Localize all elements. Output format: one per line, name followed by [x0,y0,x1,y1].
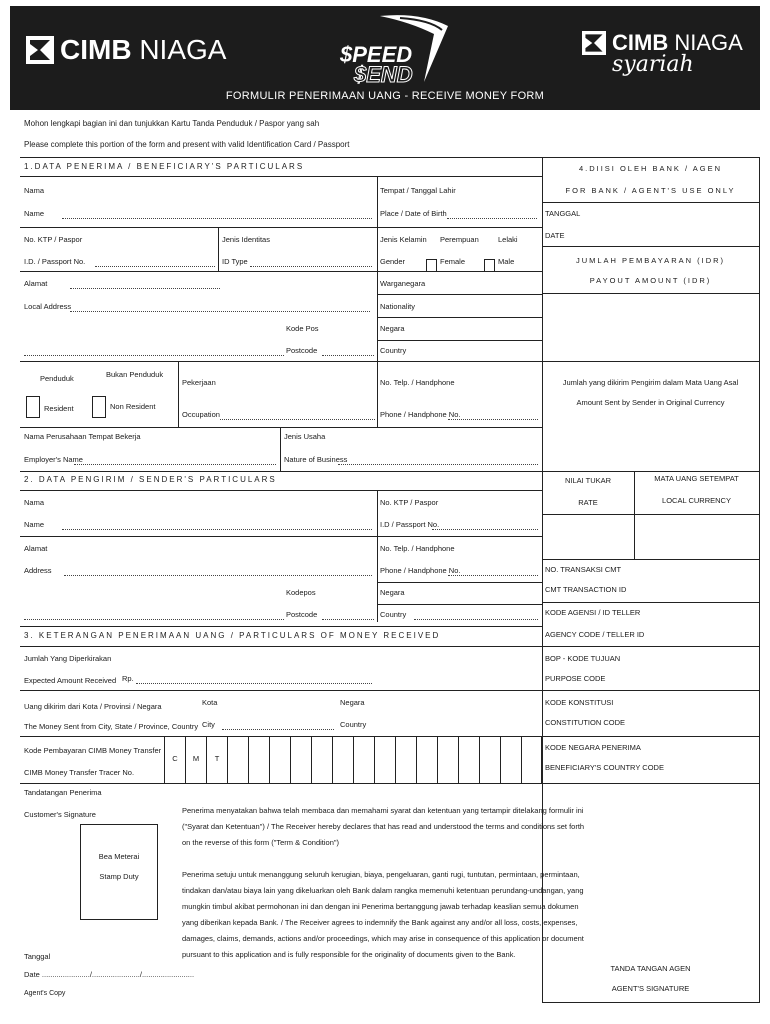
label-jenis-usaha: Jenis Usaha [284,432,326,441]
tracer-cell[interactable] [437,736,458,783]
resident-checkbox[interactable] [26,396,40,418]
label-name: Name [24,209,45,218]
date-field[interactable]: Date ......................./......................./......................... [24,970,195,979]
section-3-title: 3. KETERANGAN PENERIMAAN UANG / PARTICULARS OF MONEY RECEIVED [24,631,441,640]
label-warganegara: Warganegara [380,279,426,288]
tracer-cell[interactable] [353,736,374,783]
sender-name-field[interactable] [62,529,372,530]
label-resident: Resident [44,404,74,413]
label-stamp-duty: Stamp Duty [99,872,139,881]
label-bukan-penduduk: Bukan Penduduk [106,370,164,379]
tracer-cell[interactable] [290,736,311,783]
label-alamat: Alamat [24,279,48,288]
label-sender-nama: Nama [24,498,45,507]
label-sender-id-no: I.D / Passport No. [380,520,440,529]
label-female: Female [440,257,466,266]
tracer-cell[interactable]: C [164,736,185,783]
label-rate: RATE [578,498,598,507]
section-1-title: 1.DATA PENERIMA / BENEFICIARY'S PARTICULARS [24,162,305,171]
tracer-cell[interactable] [500,736,521,783]
label-bea-meterai: Bea Meterai [98,852,140,861]
label-non-resident: Non Resident [110,402,156,411]
label-jumlah-pembayaran: JUMLAH PEMBAYARAN (IDR) [575,256,726,265]
business-field[interactable] [338,464,538,465]
label-sender-ktp: No. KTP / Paspor [380,498,439,507]
label-money-sent: The Money Sent from City, State / Province, Country [24,722,199,731]
label-id-no: I.D. / Passport No. [24,257,86,266]
label-uang-dikirim: Uang dikirim dari Kota / Provinsi / Negara [24,702,162,711]
tracer-cell[interactable] [311,736,332,783]
label-country-3: Country [340,720,367,729]
label-local-currency: LOCAL CURRENCY [662,496,731,505]
terms-p1-l2: ("Syarat dan Ketentuan") / The Receiver hereby declares that has read and understood the terms and conditions set forth [182,822,585,831]
tracer-cell[interactable] [521,736,542,783]
tracer-cell[interactable] [395,736,416,783]
id-type-field[interactable] [250,266,372,267]
send-text: $END [354,62,413,87]
section-4-title-2: FOR BANK / AGENT'S USE ONLY [565,186,736,195]
label-lelaki: Lelaki [498,235,518,244]
employer-field[interactable] [74,464,276,465]
label-sender-kodepos: Kodepos [286,588,316,597]
label-postcode: Postcode [286,346,318,355]
receive-money-form [10,6,760,1016]
tracer-cell[interactable] [374,736,395,783]
tracer-cell[interactable] [416,736,437,783]
non-resident-checkbox[interactable] [92,396,106,418]
syariah-text: syariah [612,52,694,77]
label-kode-konstitusi: KODE KONSTITUSI [545,698,614,707]
label-nama: Nama [24,186,45,195]
brand-right-thin: NIAGA [674,30,743,55]
label-gender: Gender [380,257,406,266]
label-perusahaan: Nama Perusahaan Tempat Bekerja [24,432,141,441]
tracer-cell[interactable] [248,736,269,783]
section-2-title: 2. DATA PENGIRIM / SENDER'S PARTICULARS [24,475,277,484]
label-amount-original: Amount Sent by Sender in Original Currency [576,398,725,407]
form-header [10,6,760,110]
brand-left-bold: CIMB [60,34,132,65]
tracer-cell[interactable] [269,736,290,783]
label-local-address: Local Address [24,302,72,311]
sender-address-2[interactable] [24,619,284,620]
tracer-cell[interactable] [458,736,479,783]
label-purpose: PURPOSE CODE [545,674,606,683]
label-customer-signature: Customer's Signature [24,810,96,819]
label-tracer: CIMB Money Transfer Tracer No. [24,768,135,777]
address-line-1[interactable] [70,288,220,289]
speed-text: $PEED [340,42,413,67]
label-phone: Phone / Handphone No. [380,410,461,419]
label-kota: Kota [202,698,218,707]
label-place-birth: Place / Date of Birth [380,209,447,218]
label-constitution: CONSTITUTION CODE [545,718,625,727]
label-beneficiary-country: BENEFICIARY'S COUNTRY CODE [545,763,664,772]
beneficiary-name-field[interactable] [62,218,372,219]
sender-id-field[interactable] [432,529,538,530]
city-field[interactable] [222,729,334,730]
terms-p2-l6: pursuant to this application and is fully responsible for the originality of documents given to the Bank. [182,950,516,959]
tracer-cell[interactable] [227,736,248,783]
label-penduduk: Penduduk [40,374,74,383]
label-kode-pembayaran: Kode Pembayaran CIMB Money Transfer [24,746,162,755]
label-kode-pos: Kode Pos [286,324,319,333]
label-kode-agensi: KODE AGENSI / ID TELLER [545,608,641,617]
occupation-field[interactable] [220,419,375,420]
label-sender-negara: Negara [380,588,405,597]
label-male: Male [498,257,515,266]
sender-address-1[interactable] [64,575,372,576]
label-jenis-identitas: Jenis Identitas [222,235,270,244]
tracer-cell[interactable]: T [206,736,227,783]
label-kode-negara: KODE NEGARA PENERIMA [545,743,641,752]
label-jumlah-asal: Jumlah yang dikirim Pengirim dalam Mata Uang Asal [562,378,739,387]
label-no-transaksi: NO. TRANSAKSI CMT [545,565,622,574]
label-sender-address: Address [24,566,52,575]
label-occupation: Occupation [182,410,220,419]
terms-p1-l3: on the reverse of this form ("Term & Condition") [182,838,340,847]
label-payout: PAYOUT AMOUNT (IDR) [589,276,712,285]
label-bop: BOP - KODE TUJUAN [545,654,621,663]
terms-p2-l3: mungkin timbul akibat permohonan ini dan dengan ini Penerima bertanggung jawab terhadap keaslian semua dokumen [182,902,579,911]
tracer-cell[interactable]: M [185,736,206,783]
label-negara-3: Negara [340,698,365,707]
sender-postcode-field[interactable] [322,619,374,620]
label-bank-date: DATE [545,231,565,240]
label-agent-copy: Agent's Copy [24,990,66,997]
postcode-field[interactable] [322,355,374,356]
phone-field[interactable] [448,419,538,420]
label-rp: Rp. [122,674,134,683]
label-mata-uang: MATA UANG SETEMPAT [654,474,739,483]
cimb-logo-icon [582,31,606,55]
cimb-logo-icon [26,36,54,64]
label-bank-tanggal: TANGGAL [545,209,581,218]
form-title: FORMULIR PENERIMAAN UANG - RECEIVE MONEY FORM [225,90,545,102]
label-negara: Negara [380,324,405,333]
section-4-title-1: 4.DIISI OLEH BANK / AGEN [578,164,723,173]
id-no-field[interactable] [95,266,215,267]
label-jumlah: Jumlah Yang Diperkirakan [24,654,112,663]
label-sender-telp: No. Telp. / Handphone [380,544,455,553]
label-telp: No. Telp. / Handphone [380,378,455,387]
label-expected: Expected Amount Received [24,676,117,685]
label-nationality: Nationality [380,302,416,311]
label-id-type: ID Type [222,257,248,266]
tracer-cell[interactable] [332,736,353,783]
sender-phone-field[interactable] [448,575,538,576]
expected-amount-field[interactable] [136,683,372,684]
birth-field[interactable] [447,218,537,219]
tracer-cell[interactable] [479,736,500,783]
label-sender-country: Country [380,610,407,619]
label-employer: Employer's Name [24,455,83,464]
label-ktp: No. KTP / Paspor [24,235,83,244]
intro-line-2: Please complete this portion of the form and present with valid Identification Card / Passport [24,140,350,149]
label-tanggal-sign: Tanggal [24,952,51,961]
label-nilai-tukar: NILAI TUKAR [564,476,612,485]
speed-send-logo [340,12,450,92]
label-agency-code: AGENCY CODE / TELLER ID [545,630,645,639]
label-nature-business: Nature of Business [284,455,348,464]
label-city: City [202,720,215,729]
terms-p2-l4: yang diberikan kepada Bank. / The Receiver agrees to indemnify the Bank against any and/or all loss, costs, expenses, [182,918,578,927]
label-sender-phone: Phone / Handphone No. [380,566,461,575]
terms-p2-l2: tindakan dan/atau biaya lain yang dikeluarkan oleh Bank dalam rangka memenuhi ketentuan perundang-undangan, yang [182,886,584,895]
sender-country-field[interactable] [414,619,538,620]
cimb-niaga-logo-left [26,34,226,66]
label-sender-alamat: Alamat [24,544,48,553]
label-tempat-lahir: Tempat / Tanggal Lahir [380,186,456,195]
terms-p2-l5: damages, claims, demands, actions and/or proceedings, which may arise in consequence of this application or document [182,934,584,943]
brand-left-thin: NIAGA [139,34,227,65]
label-sender-postcode: Postcode [286,610,318,619]
label-tanda-tangan-agen: TANDA TANGAN AGEN [610,964,691,973]
brand-right-bold: CIMB [612,30,669,55]
label-cmt-transaction: CMT TRANSACTION ID [545,585,627,594]
address-line-3[interactable] [24,355,284,356]
label-sender-name: Name [24,520,45,529]
terms-p1-l1: Penerima menyatakan bahwa telah membaca dan memahami syarat dan ketentuan yang tertampir ditelakang formulir ini [182,806,584,815]
label-pekerjaan: Pekerjaan [182,378,216,387]
intro-line-1: Mohon lengkapi bagian ini dan tunjukkan Kartu Tanda Penduduk / Paspor yang sah [24,119,320,128]
address-line-2[interactable] [70,311,370,312]
label-jenis-kelamin: Jenis Kelamin [380,235,427,244]
label-country: Country [380,346,407,355]
terms-p2-l1: Penerima setuju untuk menanggung seluruh kerugian, biaya, pengeluaran, ganti rugi, tuntutan, permintaan, permintaan, [182,870,580,879]
label-perempuan: Perempuan [440,235,479,244]
label-tandatangan: Tandatangan Penerima [24,788,102,797]
label-agent-signature: AGENT'S SIGNATURE [611,984,690,993]
